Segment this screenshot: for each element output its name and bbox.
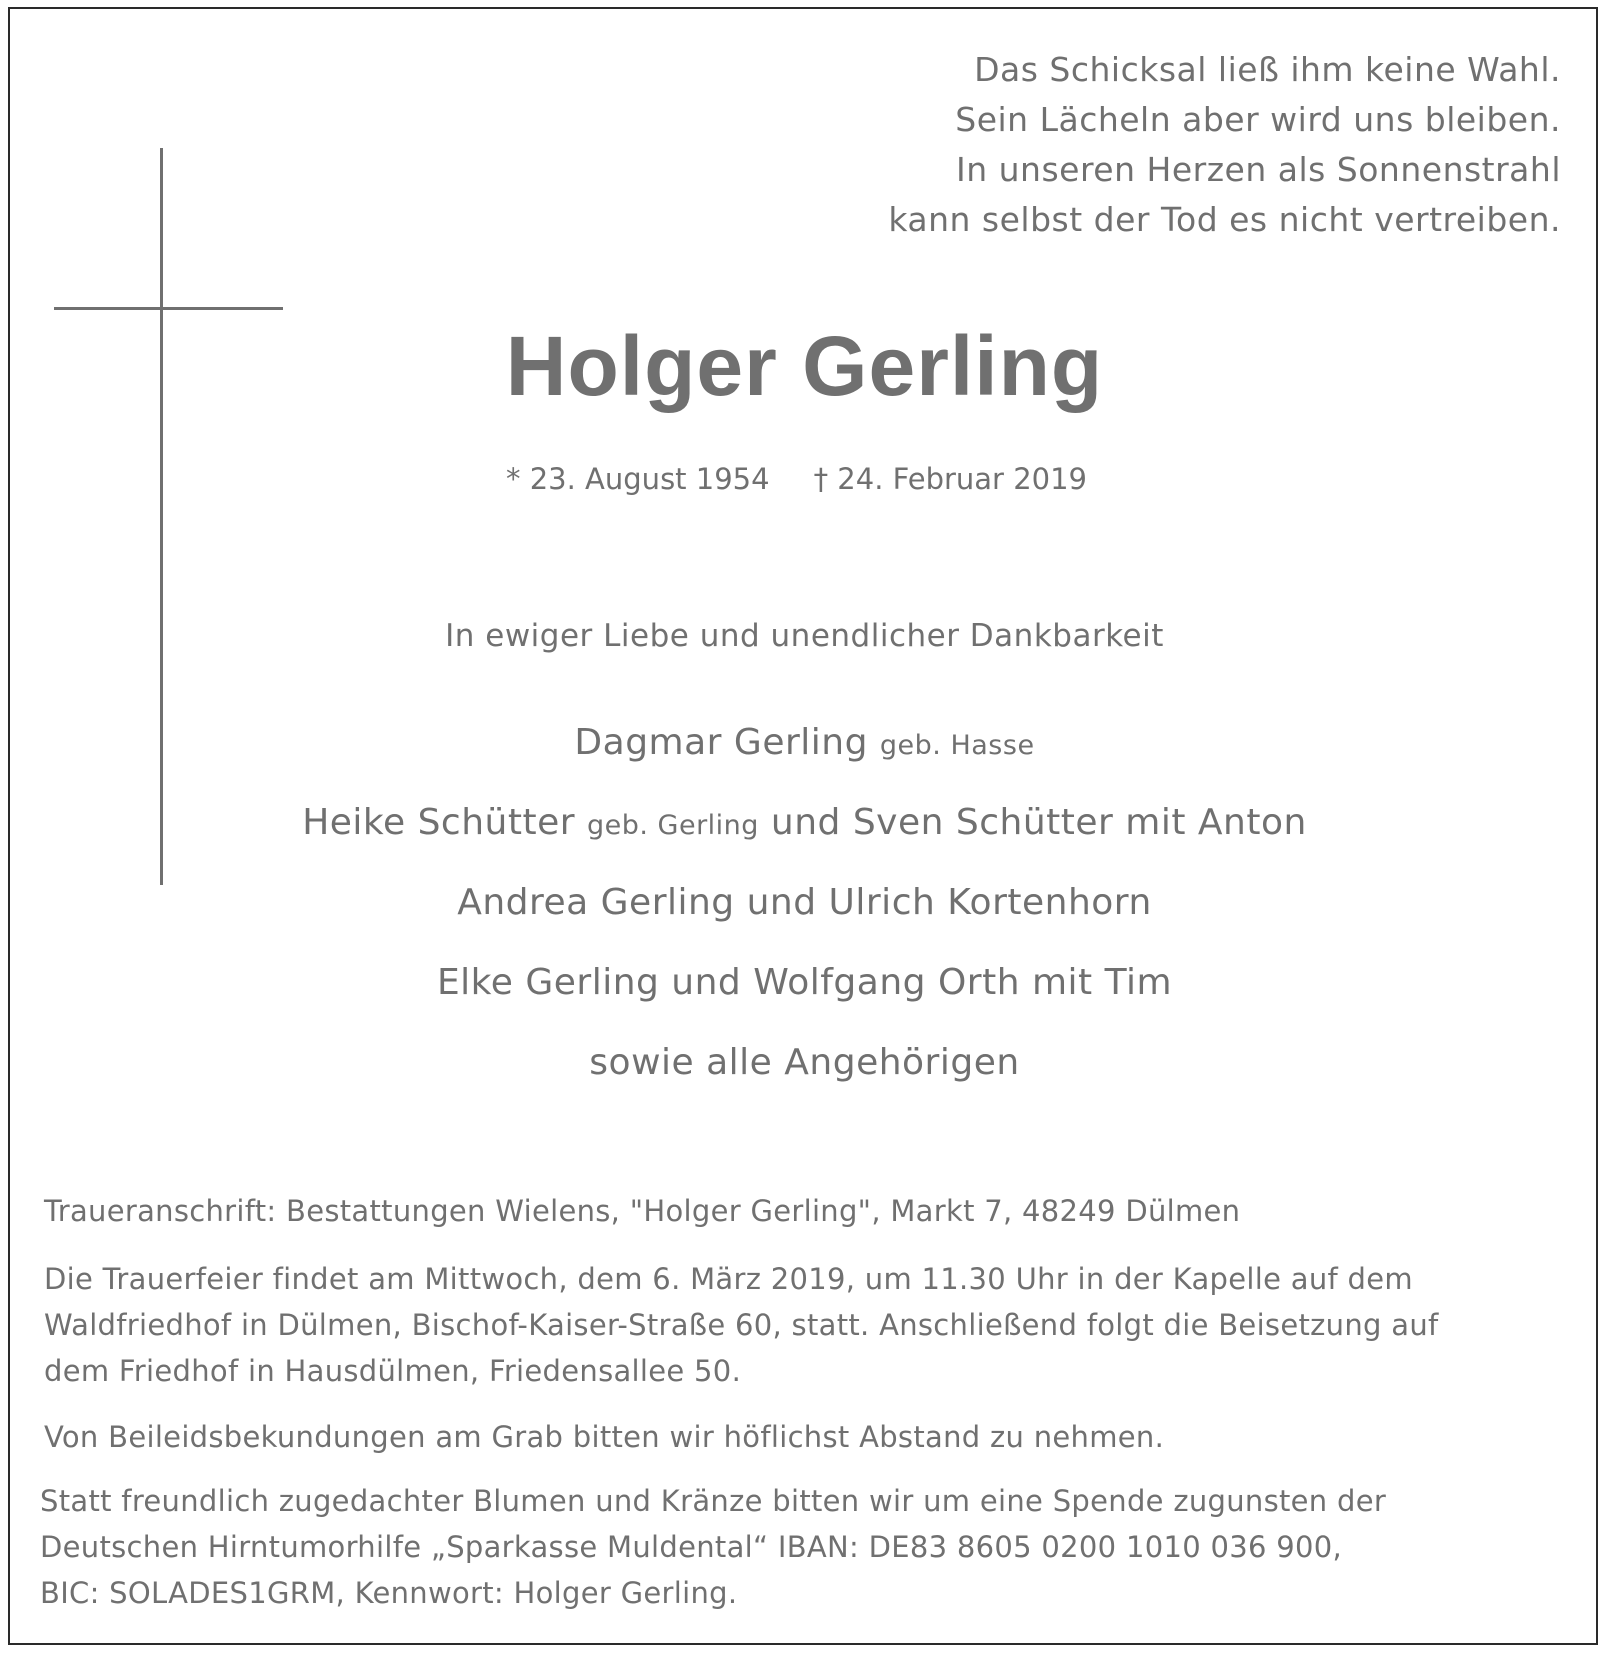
funeral-info-line: Die Trauerfeier findet am Mittwoch, dem 6. März 2019, um 11.30 Uhr in der Kapelle auf dem (44, 1262, 1413, 1296)
mourner-name: und Sven Schütter mit Anton (770, 802, 1307, 843)
mourner-line (0, 722, 1609, 802)
poem-line: In unseren Herzen als Sonnenstrahl (956, 150, 1561, 189)
mourner-line: Elke Gerling und Wolfgang Orth mit Tim (436, 962, 1173, 1003)
mourner-name: Heike Schütter (302, 802, 576, 843)
mourner-line (0, 802, 1609, 882)
deceased-name: Holger Gerling (505, 319, 1104, 413)
poem-line: Das Schicksal ließ ihm keine Wahl. (974, 50, 1561, 89)
life-dates (506, 462, 1087, 496)
death-date: † 24. Februar 2019 (813, 462, 1087, 496)
dedication: In ewiger Liebe und unendlicher Dankbarkeit (445, 618, 1164, 654)
mourner-name: Dagmar Gerling (574, 722, 868, 763)
donation-info-line: BIC: SOLADES1GRM, Kennwort: Holger Gerling. (40, 1576, 738, 1610)
funeral-info-line: Waldfriedhof in Dülmen, Bischof-Kaiser-Straße 60, statt. Anschließend folgt die Beisetzung auf (44, 1308, 1439, 1342)
poem (888, 45, 1561, 245)
donation-info-line: Statt freundlich zugedachter Blumen und Kränze bitten wir um eine Spende zugunsten der (40, 1484, 1387, 1518)
donation-info (40, 1478, 1544, 1616)
poem-line: Sein Lächeln aber wird uns bleiben. (955, 100, 1561, 139)
mourner-line: Andrea Gerling und Ulrich Kortenhorn (457, 882, 1152, 923)
mourning-address: Traueranschrift: Bestattungen Wielens, "Holger Gerling", Markt 7, 48249 Dülmen (44, 1194, 1241, 1228)
mourner-line: sowie alle Angehörigen (589, 1042, 1020, 1083)
condolence-note: Von Beileidsbekundungen am Grab bitten wir höflichst Abstand zu nehmen. (44, 1420, 1165, 1454)
funeral-info-line: dem Friedhof in Hausdülmen, Friedensallee 50. (44, 1354, 742, 1388)
maiden-name: geb. Hasse (879, 730, 1035, 761)
birth-date: * 23. August 1954 (506, 462, 770, 496)
cross-icon-bar (54, 307, 283, 310)
notes (40, 1188, 1544, 1616)
poem-line: kann selbst der Tod es nicht vertreiben. (888, 200, 1561, 239)
mourners-list (0, 722, 1609, 1122)
donation-info-line: Deutschen Hirntumorhilfe „Sparkasse Muldental“ IBAN: DE83 8605 0200 1010 036 900, (40, 1530, 1343, 1564)
funeral-info (44, 1256, 1544, 1394)
maiden-name: geb. Gerling (586, 810, 759, 841)
